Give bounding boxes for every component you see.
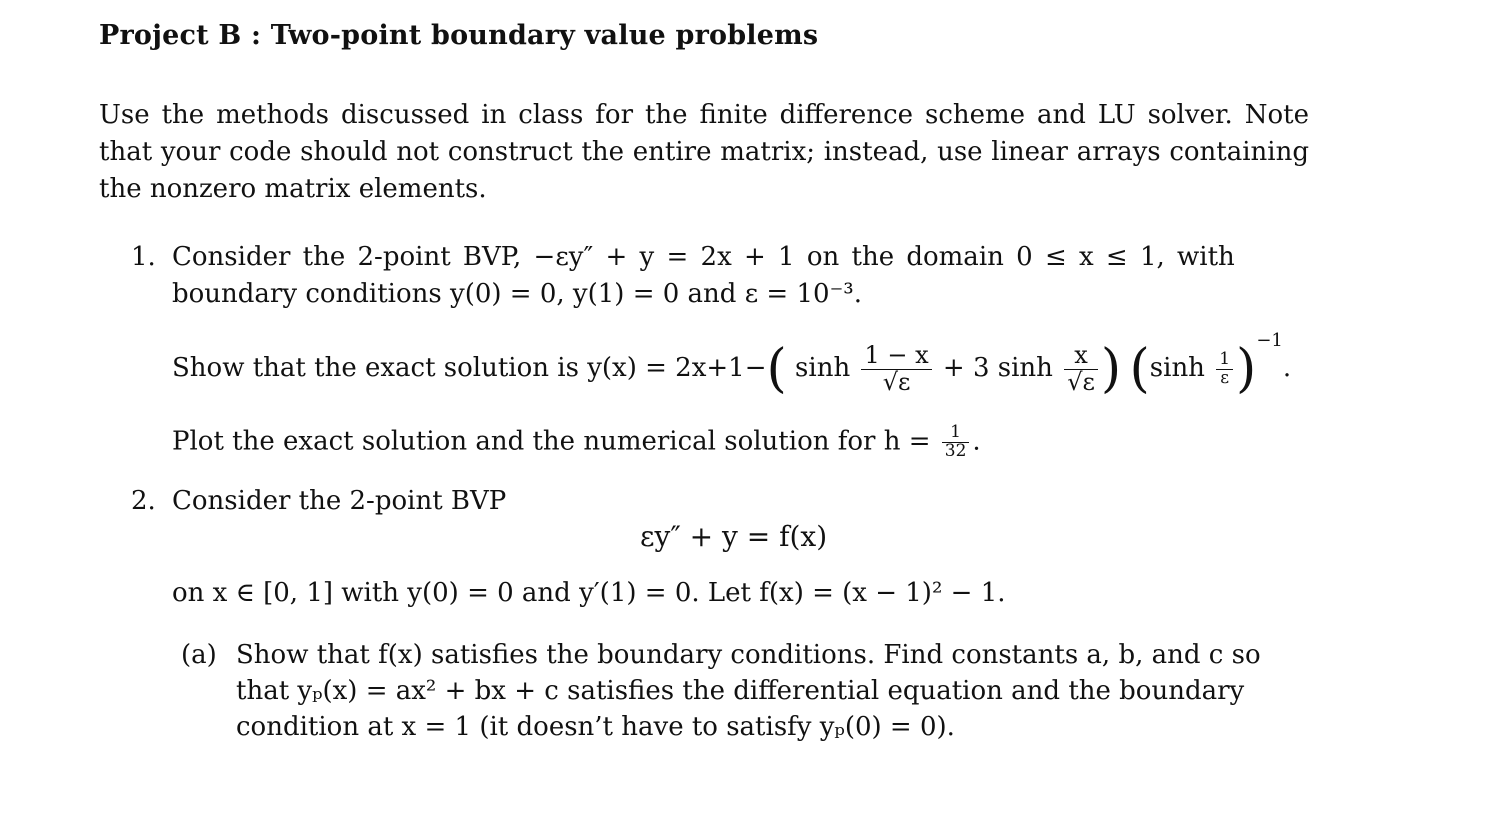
fraction-1-denominator: √ε — [882, 367, 911, 396]
fraction-2 — [1064, 343, 1098, 394]
right-paren-2: ) — [1236, 339, 1257, 399]
fraction-3-denominator: ε — [1220, 367, 1230, 388]
sinh-label-1: sinh — [795, 353, 851, 383]
item-1-line-2: boundary conditions y(0) = 0, y(1) = 0 and ε = 10⁻³. — [172, 279, 862, 309]
exact-solution-line: Show that the exact solution is y(x) = 2x+1−( sinh $\frac{1 - x}{√\varepsilon}$ + 3 sinh $\frac{x}{√\varepsilon}$ ) (sinh $\frac{1}{\varepsilon}$ )$^{-1}$. — [172, 330, 1292, 399]
fraction-3-numerator: 1 — [1216, 351, 1233, 370]
left-paren: ( — [766, 339, 787, 399]
item-2-line-1: Consider the 2-point BVP — [172, 486, 507, 516]
part-a-line-2: that yₚ(x) = ax² + bx + c satisfies the differential equation and the boundary — [236, 676, 1245, 706]
item-2-equation: εy″ + y = f(x) — [640, 520, 828, 553]
fraction-1-numerator: 1 − x — [861, 343, 931, 369]
left-paren-2: ( — [1129, 339, 1150, 399]
plot-text: Plot the exact solution and the numerical solution for h = — [172, 426, 931, 457]
item-2-line-2: on x ∈ [0, 1] with y(0) = 0 and y′(1) = 0. Let f(x) = (x − 1)² − 1. — [172, 578, 1006, 608]
part-a-label: (a) — [181, 640, 217, 670]
intro-paragraph: Use the methods discussed in class for the finite difference scheme and LU solver. Note that your code should not construct the entire matrix; instead, use linear arrays containing the nonzero matrix elements. — [99, 100, 1309, 204]
item-2-number: 2. — [131, 486, 156, 516]
item-1-number: 1. — [131, 242, 156, 272]
item-1-line-1: Consider the 2-point BVP, −εy″ + y = 2x + 1 on the domain 0 ≤ x ≤ 1, with — [172, 242, 1235, 272]
h-denominator: 32 — [944, 440, 967, 461]
page-title: Project B : Two-point boundary value problems — [99, 20, 819, 51]
fraction-1 — [861, 343, 931, 394]
fraction-2-denominator: √ε — [1067, 367, 1095, 396]
fraction-3 — [1216, 348, 1233, 388]
exact-solution-prefix: Show that the exact solution is y(x) = 2x+1− — [172, 353, 767, 383]
part-a-line-3: condition at x = 1 (it doesn’t have to satisfy yₚ(0) = 0). — [236, 712, 955, 742]
plus-3-sinh: + 3 sinh — [942, 353, 1053, 383]
plot-line: Plot the exact solution and the numerical solution for h = $\frac{1}{32}$ . — [172, 422, 981, 461]
right-paren: ) — [1100, 339, 1122, 399]
h-fraction — [942, 424, 970, 461]
sinh-label-2: sinh — [1149, 353, 1205, 383]
h-numerator: 1 — [942, 424, 970, 443]
exponent: −1 — [1256, 330, 1283, 351]
fraction-2-numerator: x — [1064, 343, 1098, 369]
part-a-line-1: Show that f(x) satisfies the boundary conditions. Find constants a, b, and c so — [236, 640, 1261, 670]
